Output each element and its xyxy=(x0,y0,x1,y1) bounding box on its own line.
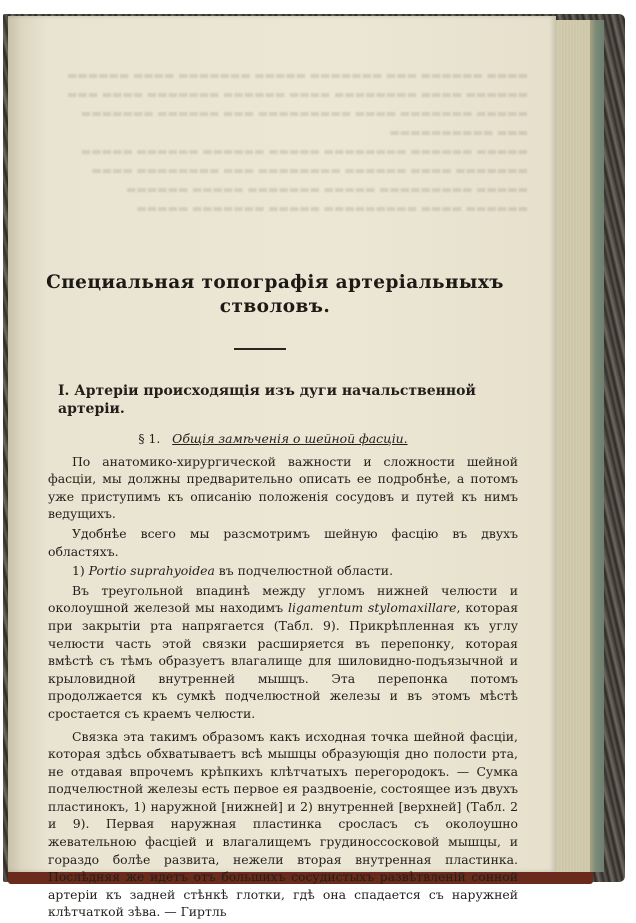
list-item-1-latin: Portio suprahyoidea xyxy=(88,563,215,579)
paragraph-3-end: , которая при закрытіи рта напрягается (Табл. 9). Прикрѣпленная къ углу челюсти часть этой связки расширяется въ перепонку, которая вмѣстѣ съ тѣмъ образуетъ влагалище для шиловидно-подъязычной и крыловидной внутренней мышцъ. Эта перепонка потомъ продолжается къ сумкѣ подчелюстной железы и въ этомъ мѣстѣ сростается съ краемъ челюсти. xyxy=(48,600,519,721)
section-heading: I. Артеріи происходящія изъ дуги начальственной артеріи. xyxy=(58,383,476,417)
page-title xyxy=(42,271,508,319)
paragraph-1: По анатомико-хирургической важности и сложности шейной фасціи, мы должны предварительно описать ее подробнѣе, а потомъ уже приступимъ къ описанію положенія сосудовъ и путей къ нимъ ведущихъ. xyxy=(48,453,518,522)
subsection-title: Общія замѣченія о шейной фасціи. xyxy=(172,431,408,446)
bleed-through-text: ▬▬▬▬ ▬▬▬▬▬▬ ▬▬▬ ▬▬▬▬▬▬▬ ▬▬▬▬▬ ▬▬▬▬▬▬▬ ▬▬▬▬ ▬▬▬▬▬▬ ▬▬▬▬▬▬ ▬▬▬▬ ▬▬▬▬▬▬▬▬ ▬▬▬▬ ▬▬▬▬▬▬ ▬▬▬▬▬▬▬ ▬▬▬▬ ▬▬▬ ▬▬▬▬▬ ▬▬▬▬▬▬▬ ▬▬▬▬ ▬▬▬▬▬▬▬▬▬ ▬▬▬ ▬▬▬▬▬▬ ▬▬▬▬▬▬▬ ▬▬▬ ▬▬▬▬▬▬▬▬▬▬ ▬▬▬▬▬ ▬▬▬▬▬▬ ▬▬▬▬▬▬▬▬ ▬▬▬▬▬ ▬▬▬▬▬▬ ▬▬▬▬▬▬ ▬▬▬▬▬ ▬▬▬▬▬▬▬ ▬▬▬▬ ▬▬▬▬▬▬ ▬▬▬▬▬▬▬▬ ▬▬▬ ▬▬▬▬▬▬▬▬ ▬▬▬▬ ▬▬▬▬▬ ▬▬▬▬▬▬▬▬▬ ▬▬▬▬▬ ▬▬▬▬▬▬▬ ▬▬▬▬▬ ▬▬▬▬▬▬ ▬▬▬▬▬▬ ▬▬▬▬ ▬▬▬▬▬▬▬▬▬ ▬▬▬▬▬ ▬▬▬▬▬▬▬ ▬▬▬▬▬ xyxy=(67,69,528,215)
subsection-number: § 1. xyxy=(138,431,161,446)
book-page xyxy=(8,16,556,920)
subsection-heading xyxy=(48,430,518,448)
page-block-edges xyxy=(548,20,604,872)
book xyxy=(0,14,630,920)
page-title-line-1: Специальная топографія артеріальныхъ xyxy=(46,272,504,293)
paragraph-2: Удобнѣе всего мы разсмотримъ шейную фасцію въ двухъ областяхъ. xyxy=(48,525,518,559)
paragraph-3-latin: ligamentum stylomaxillare xyxy=(288,600,457,616)
title-divider xyxy=(234,348,286,350)
paragraph-4: Связка эта такимъ образомъ какъ исходная точка шейной фасціи, которая здѣсь обхватываетъ всѣ мышцы образующія дно полости рта, не отдавая впрочемъ крѣпкихъ клѣтчатыхъ перегородокъ. — Сумка подчелюстной железы есть первое ея раздвоеніе, состоящее изъ двухъ пластинокъ, 1) наружной [нижней] и 2) внутренней [верхней] (Табл. 2 и 9). Первая наружная пластинка сросласъ съ околоушно жевательною фасціей и влагалищемъ грудиноссосковой мышцы, и гораздо болѣе развита, нежели вторая внутренная пластинка. Послѣдняя же идетъ отъ большихъ сосудистыхъ развѣтвленій сонной артеріи къ задней стѣнкѣ глотки, гдѣ она спадается съ наружней клѣтчаткой зѣва. — Гиртль xyxy=(48,728,518,920)
paragraph-3 xyxy=(48,582,518,723)
page-title-line-2: стволовъ. xyxy=(219,296,331,317)
list-item-1: 1) Portio suprahyoidea въ подчелюстной области. xyxy=(72,563,394,579)
body-text xyxy=(48,382,518,923)
paragraph-3-start: Въ треугольной впадинѣ между угломъ нижней челюсти и околоушной железой мы находимъ xyxy=(48,582,518,616)
list-item-1-text: въ подчелюстной области. xyxy=(214,563,394,579)
